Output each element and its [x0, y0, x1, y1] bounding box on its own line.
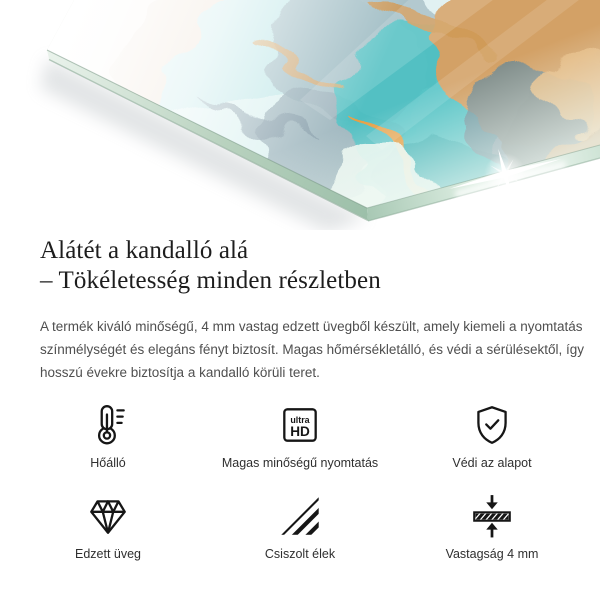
polished-edges-icon [277, 492, 323, 540]
glass-panel-photo [0, 0, 600, 230]
description-line: hosszú évekre biztosítja a kandalló körüli teret. [40, 365, 320, 380]
feature-label: Hőálló [90, 456, 126, 470]
feature-label: Edzett üveg [74, 547, 141, 561]
hero-image [0, 0, 600, 230]
page-title [40, 236, 560, 296]
product-description [40, 315, 585, 384]
content-section [0, 230, 600, 562]
shield-check-icon [469, 401, 515, 449]
feature-label: Védi az alapot [452, 456, 532, 470]
title-line-2: – Tökéletesség minden részletben [40, 267, 381, 294]
feature-tempered-glass [12, 492, 204, 562]
feature-label: Vastagság 4 mm [445, 547, 539, 561]
feature-polished-edges [204, 492, 396, 562]
features-grid [12, 401, 588, 562]
ultra-hd-badge-top: ultra [290, 414, 310, 425]
title-line-1: Alátét a kandalló alá [40, 237, 249, 264]
ultra-hd-badge-bottom: HD [290, 423, 310, 439]
description-line: A termék kiváló minőségű, 4 mm vastag edzett üvegből készült, amely kiemeli a nyomtatás [40, 319, 583, 334]
feature-protects-base [396, 401, 588, 471]
ultra-hd-icon [277, 401, 323, 449]
diamond-icon [85, 492, 131, 540]
thermometer-icon [85, 401, 131, 449]
description-line: színmélységét és elegáns fényt biztosít. Magas hőmérsékletálló, és védi a sérülésektől, így [40, 342, 585, 357]
feature-label: Csiszolt élek [264, 547, 336, 561]
feature-thickness [396, 492, 588, 562]
thickness-icon [469, 492, 515, 540]
feature-heat-resistant [12, 401, 204, 471]
feature-label: Magas minőségű nyomtatás [221, 456, 379, 470]
feature-print-quality [204, 401, 396, 471]
